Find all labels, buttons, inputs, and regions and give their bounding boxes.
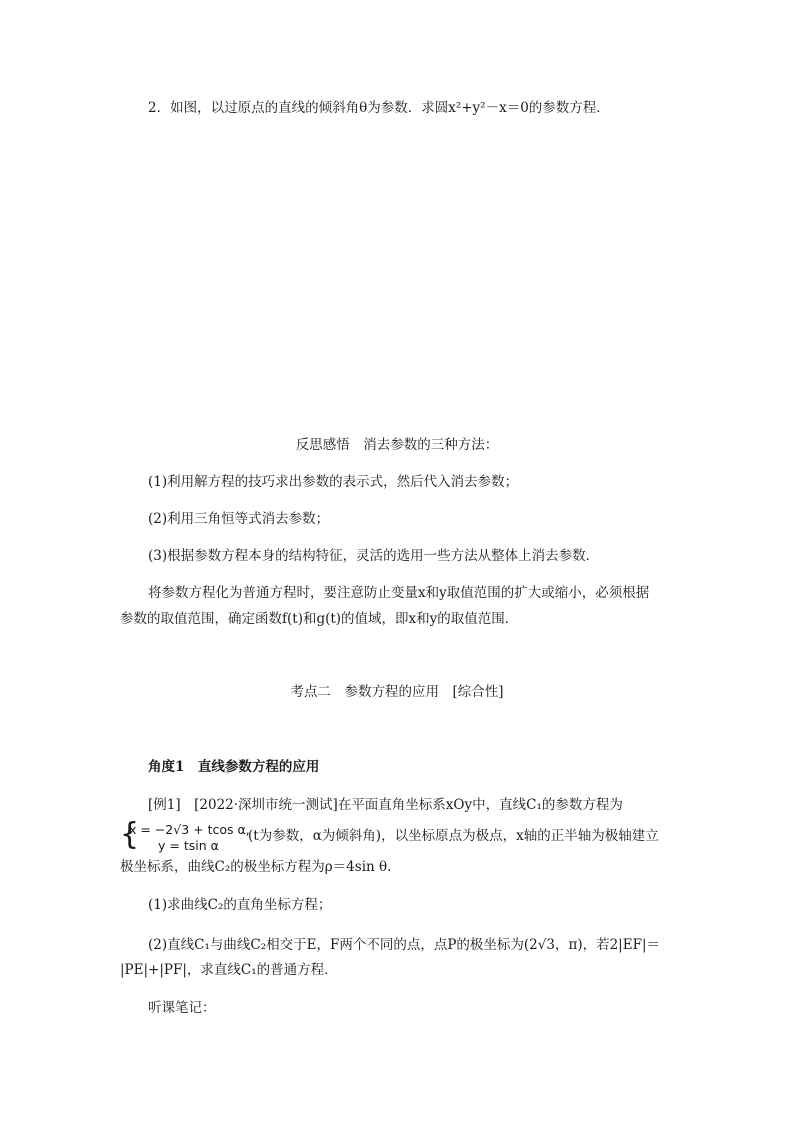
reflection-note-line-1: 将参数方程化为普通方程时，要注意防止变量x和y取值范围的扩大或缩小，必须根据	[148, 585, 650, 601]
reflection-note-line-2: 参数的取值范围，确定函数f(t)和g(t)的值域，即x和y的取值范围．	[120, 611, 519, 627]
example-intro: 在平面直角坐标系xOy中，直线C₁的参数方程为	[337, 797, 623, 813]
example-third-line: 极坐标系，曲线C₂的极坐标方程为ρ＝4sin θ.	[120, 859, 392, 875]
problem-2: 2．如图，以过原点的直线的倾斜角θ为参数．求圆x²+y²－x＝0的参数方程．	[148, 100, 610, 116]
notes-label: 听课笔记：	[148, 1000, 216, 1016]
system-y-equation: y = tsin α	[158, 838, 219, 853]
question-1: (1)求曲线C₂的直角坐标方程；	[148, 897, 332, 913]
system-x-equation: x = −2√3 + tcos α,	[129, 822, 250, 837]
example-label: [例1]	[148, 797, 181, 813]
example-first-line	[148, 795, 623, 815]
question-2-line-1: (2)直线C₁与曲线C₂相交于E，F两个不同的点，点P的极坐标为(2√3，π)，若2|EF|＝	[148, 937, 661, 953]
system-brace: {	[120, 817, 140, 852]
reflection-item-3: (3)根据参数方程本身的结构特征，灵活的选用一些方法从整体上消去参数．	[148, 548, 600, 564]
reflection-title: 反思感悟 消去参数的三种方法：	[295, 437, 499, 453]
question-2-line-2: |PE|+|PF|，求直线C₁的普通方程．	[120, 962, 338, 978]
angle-title: 角度1 直线参数方程的应用	[148, 759, 320, 775]
example-second-line: (t为参数，α为倾斜角)，以坐标原点为极点，x轴的正半轴为极轴建立	[248, 828, 659, 844]
section-title: 考点二 参数方程的应用 [综合性]	[290, 684, 504, 700]
reflection-item-1: (1)利用解方程的技巧求出参数的表示式，然后代入消去参数；	[148, 474, 519, 490]
reflection-item-2: (2)利用三角恒等式消去参数；	[148, 511, 330, 527]
example-source: [2022·深圳市统一测试]	[194, 797, 338, 813]
